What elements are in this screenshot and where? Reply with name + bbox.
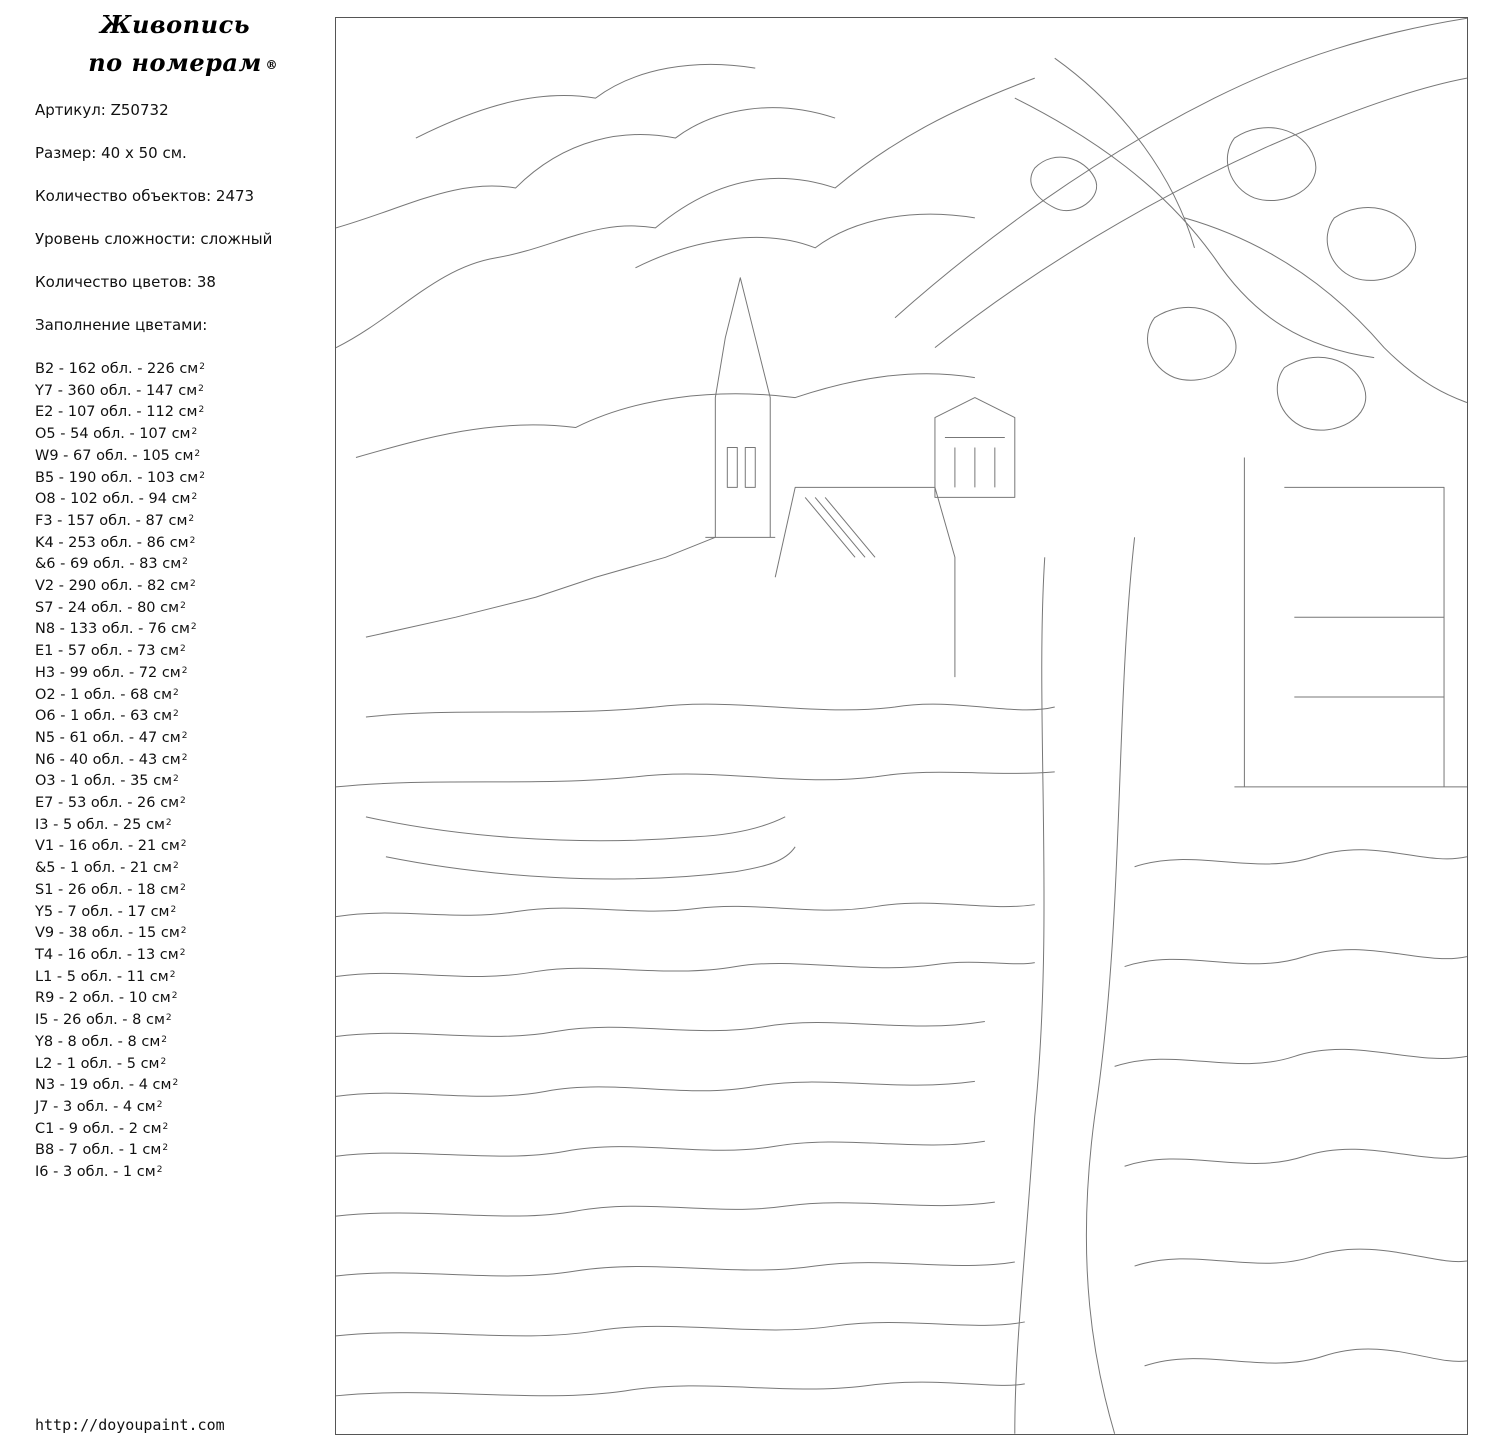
- fill-list-item: [35, 576, 205, 598]
- unit-superscript: 2: [179, 947, 186, 958]
- unit-superscript: 2: [190, 579, 196, 590]
- unit-superscript: 2: [172, 1078, 179, 1089]
- unit-superscript: 2: [165, 1013, 172, 1024]
- fill-list-item: [35, 728, 205, 750]
- fill-list-item: [35, 858, 205, 880]
- unit-superscript: 2: [173, 774, 179, 785]
- fill-item-text: Y7 - 360 обл. - 147 см: [35, 382, 198, 399]
- fill-list-item: [35, 489, 205, 511]
- unit-superscript: 2: [162, 1121, 169, 1132]
- fill-list-item: [35, 1140, 205, 1162]
- unit-superscript: 2: [171, 991, 178, 1002]
- fill-item-text: V1 - 16 обл. - 21 см: [35, 838, 180, 855]
- unit-superscript: 2: [180, 796, 186, 807]
- article-number: Артикул: Z50732: [35, 101, 169, 119]
- fill-item-text: F3 - 157 обл. - 87 см: [35, 512, 188, 529]
- fill-item-text: E1 - 57 обл. - 73 см: [35, 643, 180, 660]
- fill-list-item: [35, 988, 205, 1010]
- unit-superscript: 2: [180, 926, 187, 937]
- fill-item-text: N8 - 133 обл. - 76 см: [35, 621, 190, 638]
- unit-superscript: 2: [173, 687, 179, 698]
- fill-list-item: [35, 381, 205, 403]
- unit-superscript: 2: [181, 752, 188, 763]
- unit-superscript: 2: [181, 665, 188, 676]
- fill-item-text: I6 - 3 обл. - 1 см: [35, 1164, 156, 1181]
- fill-list-item: [35, 446, 205, 468]
- unit-superscript: 2: [173, 709, 179, 720]
- fill-item-text: S1 - 26 обл. - 18 см: [35, 881, 180, 898]
- unit-superscript: 2: [180, 600, 186, 611]
- unit-superscript: 2: [198, 383, 204, 394]
- fill-item-text: N6 - 40 обл. - 43 см: [35, 751, 181, 768]
- fill-item-text: O3 - 1 обл. - 35 см: [35, 773, 173, 790]
- color-fill-list: [35, 359, 205, 1184]
- unit-superscript: 2: [191, 492, 198, 503]
- fill-list-item: [35, 641, 205, 663]
- fill-item-text: C1 - 9 обл. - 2 см: [35, 1120, 162, 1137]
- coloring-canvas: [335, 17, 1468, 1435]
- outline-drawing: [336, 18, 1467, 1434]
- fill-list-item: [35, 945, 205, 967]
- fill-list-item: [35, 836, 205, 858]
- fill-item-text: S7 - 24 обл. - 80 см: [35, 599, 180, 616]
- fill-list-item: [35, 1032, 205, 1054]
- brand-logo: [60, 6, 290, 82]
- website-link[interactable]: http://doyoupaint.com: [35, 1416, 225, 1434]
- unit-superscript: 2: [156, 1165, 163, 1176]
- fill-item-text: V2 - 290 обл. - 82 см: [35, 578, 189, 595]
- colors-count: Количество цветов: 38: [35, 273, 216, 291]
- fill-item-text: L1 - 5 обл. - 11 см: [35, 968, 169, 985]
- fill-list-item: [35, 902, 205, 924]
- fill-item-text: O6 - 1 обл. - 63 см: [35, 708, 173, 725]
- fill-item-text: I5 - 26 обл. - 8 см: [35, 1012, 165, 1029]
- fill-item-text: &6 - 69 обл. - 83 см: [35, 556, 182, 573]
- fill-list-item: [35, 511, 205, 533]
- unit-superscript: 2: [170, 904, 177, 915]
- unit-superscript: 2: [169, 969, 176, 980]
- fill-item-text: R9 - 2 обл. - 10 см: [35, 990, 171, 1007]
- fill-list-item: [35, 468, 205, 490]
- unit-superscript: 2: [182, 557, 188, 568]
- fill-list-item: [35, 533, 205, 555]
- fill-item-text: N3 - 19 обл. - 4 см: [35, 1077, 172, 1094]
- registered-mark: ®: [265, 58, 278, 72]
- fill-item-text: W9 - 67 обл. - 105 см: [35, 447, 194, 464]
- fill-item-text: L2 - 1 обл. - 5 см: [35, 1055, 160, 1072]
- unit-superscript: 2: [180, 839, 187, 850]
- fill-list-item: [35, 619, 205, 641]
- fill-list-item: [35, 685, 205, 707]
- fill-item-text: &5 - 1 обл. - 21 см: [35, 860, 172, 877]
- fill-item-text: O5 - 54 обл. - 107 см: [35, 426, 191, 443]
- fill-item-text: O8 - 102 обл. - 94 см: [35, 491, 191, 508]
- unit-superscript: 2: [180, 882, 186, 893]
- fill-item-text: T4 - 16 обл. - 13 см: [35, 946, 179, 963]
- fill-list-item: [35, 923, 205, 945]
- fill-list-item: [35, 1054, 205, 1076]
- unit-superscript: 2: [160, 1056, 167, 1067]
- fill-item-text: E7 - 53 обл. - 26 см: [35, 795, 180, 812]
- fill-title: Заполнение цветами:: [35, 316, 208, 334]
- fill-item-text: H3 - 99 обл. - 72 см: [35, 664, 181, 681]
- fill-item-text: B8 - 7 обл. - 1 см: [35, 1142, 162, 1159]
- fill-list-item: [35, 815, 205, 837]
- fill-item-text: B2 - 162 обл. - 226 см: [35, 361, 199, 377]
- fill-list-item: [35, 706, 205, 728]
- fill-item-text: N5 - 61 обл. - 47 см: [35, 729, 181, 746]
- unit-superscript: 2: [172, 861, 179, 872]
- unit-superscript: 2: [161, 1034, 167, 1045]
- fill-item-text: V9 - 38 обл. - 15 см: [35, 925, 180, 942]
- fill-list-item: [35, 598, 205, 620]
- fill-list-item: [35, 402, 205, 424]
- unit-superscript: 2: [162, 1143, 169, 1154]
- fill-list-item: [35, 771, 205, 793]
- unit-superscript: 2: [199, 470, 205, 481]
- fill-item-text: E2 - 107 обл. - 112 см: [35, 404, 198, 421]
- fill-list-item: [35, 1119, 205, 1141]
- fill-item-text: Y8 - 8 обл. - 8 см: [35, 1033, 161, 1050]
- objects-count: Количество объектов: 2473: [35, 187, 255, 205]
- unit-superscript: 2: [189, 535, 196, 546]
- fill-list-item: [35, 1010, 205, 1032]
- fill-list-item: [35, 1162, 205, 1184]
- fill-list-item: [35, 793, 205, 815]
- fill-list-item: [35, 1097, 205, 1119]
- fill-item-text: J7 - 3 обл. - 4 см: [35, 1098, 156, 1115]
- unit-superscript: 2: [194, 448, 201, 459]
- fill-item-text: I3 - 5 обл. - 25 см: [35, 816, 165, 833]
- difficulty-level: Уровень сложности: сложный: [35, 230, 273, 248]
- fill-list-item: [35, 554, 205, 576]
- fill-list-item: [35, 880, 205, 902]
- fill-item-text: K4 - 253 обл. - 86 см: [35, 534, 189, 551]
- fill-list-item: [35, 967, 205, 989]
- unit-superscript: 2: [165, 817, 172, 828]
- brand-line-1: Живопись: [99, 10, 251, 39]
- fill-list-item: [35, 359, 205, 381]
- fill-list-item: [35, 424, 205, 446]
- unit-superscript: 2: [198, 405, 205, 416]
- unit-superscript: 2: [199, 362, 205, 372]
- unit-superscript: 2: [190, 622, 197, 633]
- fill-item-text: B5 - 190 обл. - 103 см: [35, 469, 199, 486]
- fill-item-text: Y5 - 7 обл. - 17 см: [35, 903, 170, 920]
- unit-superscript: 2: [188, 513, 195, 524]
- brand-line-2: по номерам: [88, 48, 262, 77]
- unit-superscript: 2: [156, 1099, 163, 1110]
- unit-superscript: 2: [180, 644, 186, 655]
- unit-superscript: 2: [191, 427, 198, 438]
- fill-item-text: O2 - 1 обл. - 68 см: [35, 686, 173, 703]
- fill-list-item: [35, 750, 205, 772]
- unit-superscript: 2: [181, 730, 188, 741]
- fill-list-item: [35, 663, 205, 685]
- fill-list-item: [35, 1075, 205, 1097]
- size-info: Размер: 40 х 50 см.: [35, 144, 187, 162]
